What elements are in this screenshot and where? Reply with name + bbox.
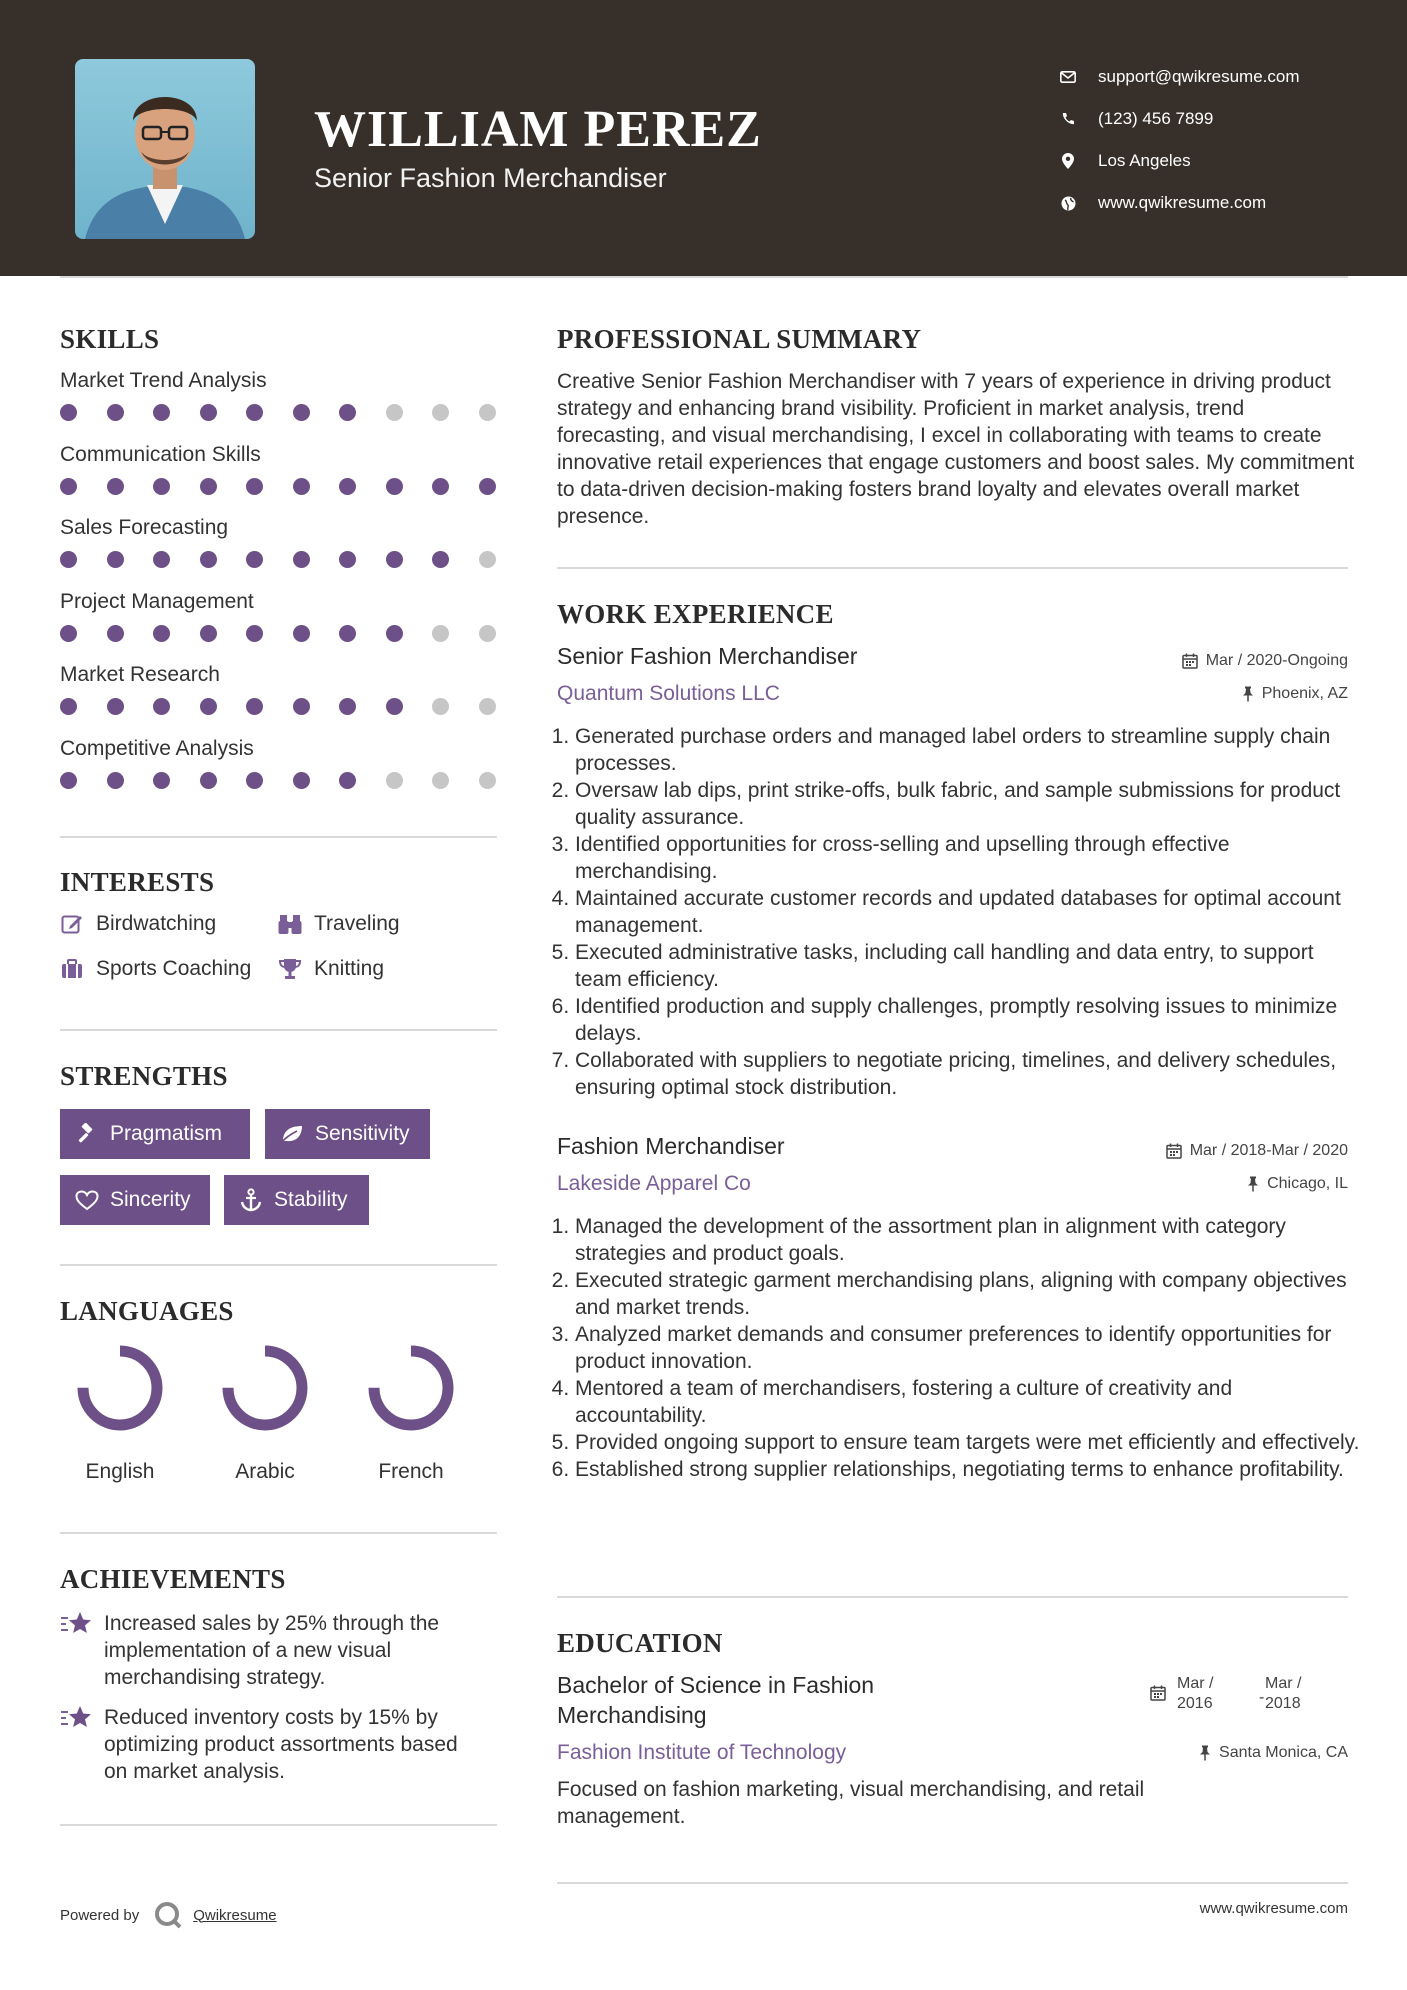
company-name: Quantum Solutions LLC: [557, 682, 780, 705]
language-proficiency-ring: [361, 1338, 461, 1438]
rating-dot-filled: [107, 772, 124, 789]
contact-website-text: www.qwikresume.com: [1098, 193, 1267, 212]
interest-label: Traveling: [314, 912, 400, 935]
edu-start-month: Mar /: [1177, 1675, 1214, 1692]
duty-item: 4. Mentored a team of merchandisers, fostering a culture of creativity and accountability.: [575, 1375, 1365, 1429]
degree-line-1: Bachelor of Science in Fashion: [557, 1672, 875, 1698]
language-level-arc: [83, 1351, 157, 1425]
rating-dot-filled: [293, 698, 310, 715]
rating-dot-filled: [200, 698, 217, 715]
edit-icon: [60, 912, 84, 936]
job-location: [1247, 1175, 1348, 1193]
strength-badge: [60, 1175, 210, 1225]
footer-powered: [60, 1900, 277, 1930]
calendar-icon: [1166, 1143, 1182, 1159]
job-dates: [1166, 1142, 1348, 1160]
skill-rating: [60, 772, 525, 789]
duty-item: 4. Maintained accurate customer records and updated databases for optimal account management.: [575, 885, 1365, 939]
contact-location-text: Los Angeles: [1098, 151, 1191, 170]
rating-dot-empty: [386, 404, 403, 421]
rating-dot-filled: [200, 551, 217, 568]
job-duties: [557, 1213, 1365, 1483]
rating-dot-filled: [246, 404, 263, 421]
rating-dot-empty: [432, 698, 449, 715]
contact-phone-text: (123) 456 7899: [1098, 109, 1214, 128]
rating-dot-filled: [107, 404, 124, 421]
calendar-icon: [1182, 653, 1198, 669]
strength-badge: [60, 1109, 250, 1159]
rating-dot-filled: [153, 404, 170, 421]
rating-dot-empty: [386, 772, 403, 789]
duty-item: 6. Identified production and supply challenges, promptly resolving issues to minimize delays.: [575, 993, 1365, 1047]
pushpin-icon: [1242, 686, 1254, 702]
rating-dot-filled: [339, 478, 356, 495]
achievement-item: [60, 1610, 484, 1691]
rating-dot-filled: [293, 772, 310, 789]
duty-item: 2. Executed strategic garment merchandising plans, aligning with company objectives and market trends.: [575, 1267, 1365, 1321]
contact-website[interactable]: [1050, 182, 1300, 224]
language-label: French: [378, 1460, 444, 1483]
rating-dot-filled: [153, 478, 170, 495]
interest-item: [60, 957, 251, 981]
job-location-text: Chicago, IL: [1267, 1175, 1348, 1192]
achievement-text: Reduced inventory costs by 15% by optimizing product assortments based on market analysis.: [104, 1706, 458, 1783]
skill-label: Market Research: [60, 663, 220, 686]
rating-dot-filled: [200, 772, 217, 789]
rating-dot-empty: [479, 698, 496, 715]
language-proficiency-ring: [215, 1338, 315, 1438]
degree-line-2: Merchandising: [557, 1702, 707, 1728]
skills-title: SKILLS: [60, 324, 160, 354]
rating-dot-empty: [479, 551, 496, 568]
binoculars-icon: [278, 912, 302, 936]
trophy-icon: [278, 957, 302, 981]
skill-rating: [60, 698, 525, 715]
job-dates-text: Mar / 2018-Mar / 2020: [1189, 1142, 1348, 1159]
rating-dot-empty: [479, 625, 496, 642]
rating-dot-filled: [60, 698, 77, 715]
section-divider: [60, 1264, 497, 1266]
skill-label: Competitive Analysis: [60, 736, 254, 760]
strength-badge: [265, 1109, 430, 1159]
job-dates: [1182, 652, 1348, 670]
header-banner: [0, 0, 1407, 276]
leaf-icon: [279, 1121, 305, 1147]
briefcase-icon: [60, 957, 84, 981]
education-description: Focused on fashion marketing, visual merchandising, and retail management.: [557, 1778, 1145, 1828]
rating-dot-filled: [60, 404, 77, 421]
rating-dot-filled: [339, 772, 356, 789]
powered-by-text: Powered by: [60, 1906, 140, 1924]
section-divider: [60, 1532, 497, 1534]
duty-item: 3. Analyzed market demands and consumer preferences to identify opportunities for product innovation.: [575, 1321, 1365, 1375]
rating-dot-filled: [386, 478, 403, 495]
job-title: Senior Fashion Merchandiser: [557, 643, 858, 669]
rating-dot-filled: [153, 698, 170, 715]
achievement-text: Increased sales by 25% through the implementation of a new visual merchandising strategy.: [104, 1612, 440, 1689]
rating-dot-empty: [479, 772, 496, 789]
qwikresume-link[interactable]: Qwikresume: [193, 1906, 277, 1924]
rating-dot-empty: [432, 772, 449, 789]
rating-dot-filled: [293, 625, 310, 642]
language-proficiency-ring: [70, 1338, 170, 1438]
contact-list: [1050, 56, 1300, 224]
interest-item: [278, 957, 384, 981]
achievement-item: [60, 1704, 484, 1785]
job-location-text: Phoenix, AZ: [1261, 685, 1348, 702]
achievements-title: ACHIEVEMENTS: [60, 1564, 286, 1594]
rating-dot-empty: [432, 404, 449, 421]
rating-dot-filled: [386, 551, 403, 568]
rating-dot-filled: [60, 625, 77, 642]
rating-dot-filled: [200, 404, 217, 421]
duty-item: 5. Provided ongoing support to ensure team targets were met efficiently and effectively.: [575, 1429, 1365, 1456]
rating-dot-filled: [246, 551, 263, 568]
interest-label: Birdwatching: [96, 912, 217, 935]
pushpin-icon: [1247, 1176, 1259, 1192]
rating-dot-filled: [60, 772, 77, 789]
rating-dot-filled: [432, 551, 449, 568]
rating-dot-filled: [200, 625, 217, 642]
section-divider: [60, 1029, 497, 1031]
rating-dot-filled: [293, 404, 310, 421]
star-icon: [60, 1610, 94, 1640]
languages-title: LANGUAGES: [60, 1296, 234, 1326]
candidate-role: Senior Fashion Merchandiser: [314, 163, 667, 193]
skill-rating: [60, 404, 525, 421]
language-label: Arabic: [235, 1460, 295, 1483]
duty-item: 2. Oversaw lab dips, print strike-offs, bulk fabric, and sample submissions for product quality assurance.: [575, 777, 1365, 831]
qwikresume-logo-icon: [153, 1900, 183, 1930]
education-title: EDUCATION: [557, 1628, 723, 1658]
skill-rating: [60, 551, 525, 568]
interest-label: Sports Coaching: [96, 957, 252, 980]
rating-dot-filled: [293, 551, 310, 568]
skill-rating: [60, 478, 525, 495]
education-location: [1199, 1744, 1348, 1762]
profile-photo: [75, 59, 255, 239]
edu-date-dash: -: [1259, 1689, 1265, 1706]
rating-dot-filled: [153, 772, 170, 789]
contact-location: [1050, 140, 1300, 182]
heart-icon: [74, 1187, 100, 1213]
rating-dot-filled: [153, 625, 170, 642]
rating-dot-filled: [339, 698, 356, 715]
contact-email-text: support@qwikresume.com: [1098, 67, 1300, 86]
skill-label: Project Management: [60, 589, 254, 613]
rating-dot-filled: [479, 478, 496, 495]
job-dates-text: Mar / 2020-Ongoing: [1205, 652, 1348, 669]
summary-title: PROFESSIONAL SUMMARY: [557, 324, 922, 354]
interest-item: [60, 912, 216, 936]
strength-label: Sincerity: [110, 1188, 191, 1211]
mail-icon: [1050, 71, 1086, 83]
job-duties: [557, 723, 1365, 1101]
rating-dot-empty: [479, 404, 496, 421]
education-location-text: Santa Monica, CA: [1219, 1744, 1348, 1761]
edu-end-month: Mar /: [1265, 1675, 1302, 1692]
school-name: Fashion Institute of Technology: [557, 1741, 847, 1764]
rating-dot-filled: [339, 404, 356, 421]
phone-icon: [1050, 112, 1086, 126]
rating-dot-filled: [200, 478, 217, 495]
strength-label: Sensitivity: [315, 1122, 410, 1145]
strength-label: Pragmatism: [110, 1122, 223, 1145]
rating-dot-filled: [60, 551, 77, 568]
strength-label: Stability: [274, 1188, 348, 1211]
section-divider: [557, 1882, 1348, 1884]
anchor-icon: [238, 1187, 264, 1213]
skill-label: Market Trend Analysis: [60, 369, 267, 392]
edu-end-year: 2018: [1265, 1695, 1301, 1712]
job-location: [1242, 685, 1348, 703]
skill-label: Communication Skills: [60, 442, 261, 466]
rating-dot-filled: [107, 551, 124, 568]
duty-item: 1. Generated purchase orders and managed label orders to streamline supply chain processes.: [575, 723, 1365, 777]
skill-rating: [60, 625, 525, 642]
rating-dot-filled: [107, 625, 124, 642]
edu-start-year: 2016: [1177, 1695, 1213, 1712]
rating-dot-filled: [107, 478, 124, 495]
interest-label: Knitting: [314, 957, 385, 980]
section-divider: [60, 1824, 497, 1826]
skill-label: Sales Forecasting: [60, 516, 229, 539]
duty-item: 6. Established strong supplier relationships, negotiating terms to enhance profitability.: [575, 1456, 1365, 1483]
interest-item: [278, 912, 400, 936]
rating-dot-filled: [386, 625, 403, 642]
rating-dot-filled: [246, 478, 263, 495]
rating-dot-filled: [153, 551, 170, 568]
calendar-icon: [1150, 1685, 1166, 1706]
rating-dot-filled: [339, 551, 356, 568]
language-level-arc: [228, 1351, 302, 1425]
duty-item: 1. Managed the development of the assortment plan in alignment with category strategies and product goals.: [575, 1213, 1365, 1267]
rating-dot-filled: [293, 478, 310, 495]
header-divider: [60, 276, 1348, 278]
rating-dot-filled: [246, 772, 263, 789]
language-label: English: [85, 1460, 155, 1483]
contact-phone[interactable]: [1050, 98, 1300, 140]
contact-email[interactable]: [1050, 56, 1300, 98]
experience-title: WORK EXPERIENCE: [557, 599, 834, 629]
duty-item: 3. Identified opportunities for cross-selling and upselling through effective merchandising.: [575, 831, 1365, 885]
globe-icon: [1050, 196, 1086, 211]
gavel-icon: [74, 1121, 100, 1147]
section-divider: [60, 836, 497, 838]
duty-item: 5. Executed administrative tasks, including call handling and data entry, to support team efficiency.: [575, 939, 1365, 993]
duty-item: 7. Collaborated with suppliers to negotiate pricing, timelines, and delivery schedules, ensuring optimal stock distribution.: [575, 1047, 1365, 1101]
strength-badge: [224, 1175, 369, 1225]
section-divider: [557, 567, 1348, 569]
rating-dot-filled: [246, 698, 263, 715]
rating-dot-filled: [107, 698, 124, 715]
strengths-title: STRENGTHS: [60, 1061, 228, 1091]
rating-dot-filled: [339, 625, 356, 642]
pushpin-icon: [1199, 1745, 1211, 1761]
candidate-name: WILLIAM PEREZ: [314, 101, 762, 158]
rating-dot-filled: [386, 698, 403, 715]
star-icon: [60, 1704, 94, 1734]
summary-text: Creative Senior Fashion Merchandiser with 7 years of experience in driving product strategy and enhancing brand visibility. Proficient in market analysis, trend forecasting, and visual merchandising, I excel in collaborating with teams to create innovative retail experiences that engage customers and boost sales. My commitment to data-driven decision-making fosters brand loyalty and elevates overall market presence.: [557, 370, 1355, 528]
interests-title: INTERESTS: [60, 867, 215, 897]
education-dates: [1150, 1675, 1350, 1719]
location-pin-icon: [1050, 153, 1086, 169]
footer-url[interactable]: www.qwikresume.com: [1199, 1900, 1348, 1917]
section-divider: [557, 1596, 1348, 1598]
company-name: Lakeside Apparel Co: [557, 1172, 751, 1195]
job-title: Fashion Merchandiser: [557, 1133, 785, 1159]
rating-dot-filled: [432, 478, 449, 495]
rating-dot-empty: [432, 625, 449, 642]
rating-dot-filled: [60, 478, 77, 495]
rating-dot-filled: [246, 625, 263, 642]
language-level-arc: [374, 1351, 448, 1425]
